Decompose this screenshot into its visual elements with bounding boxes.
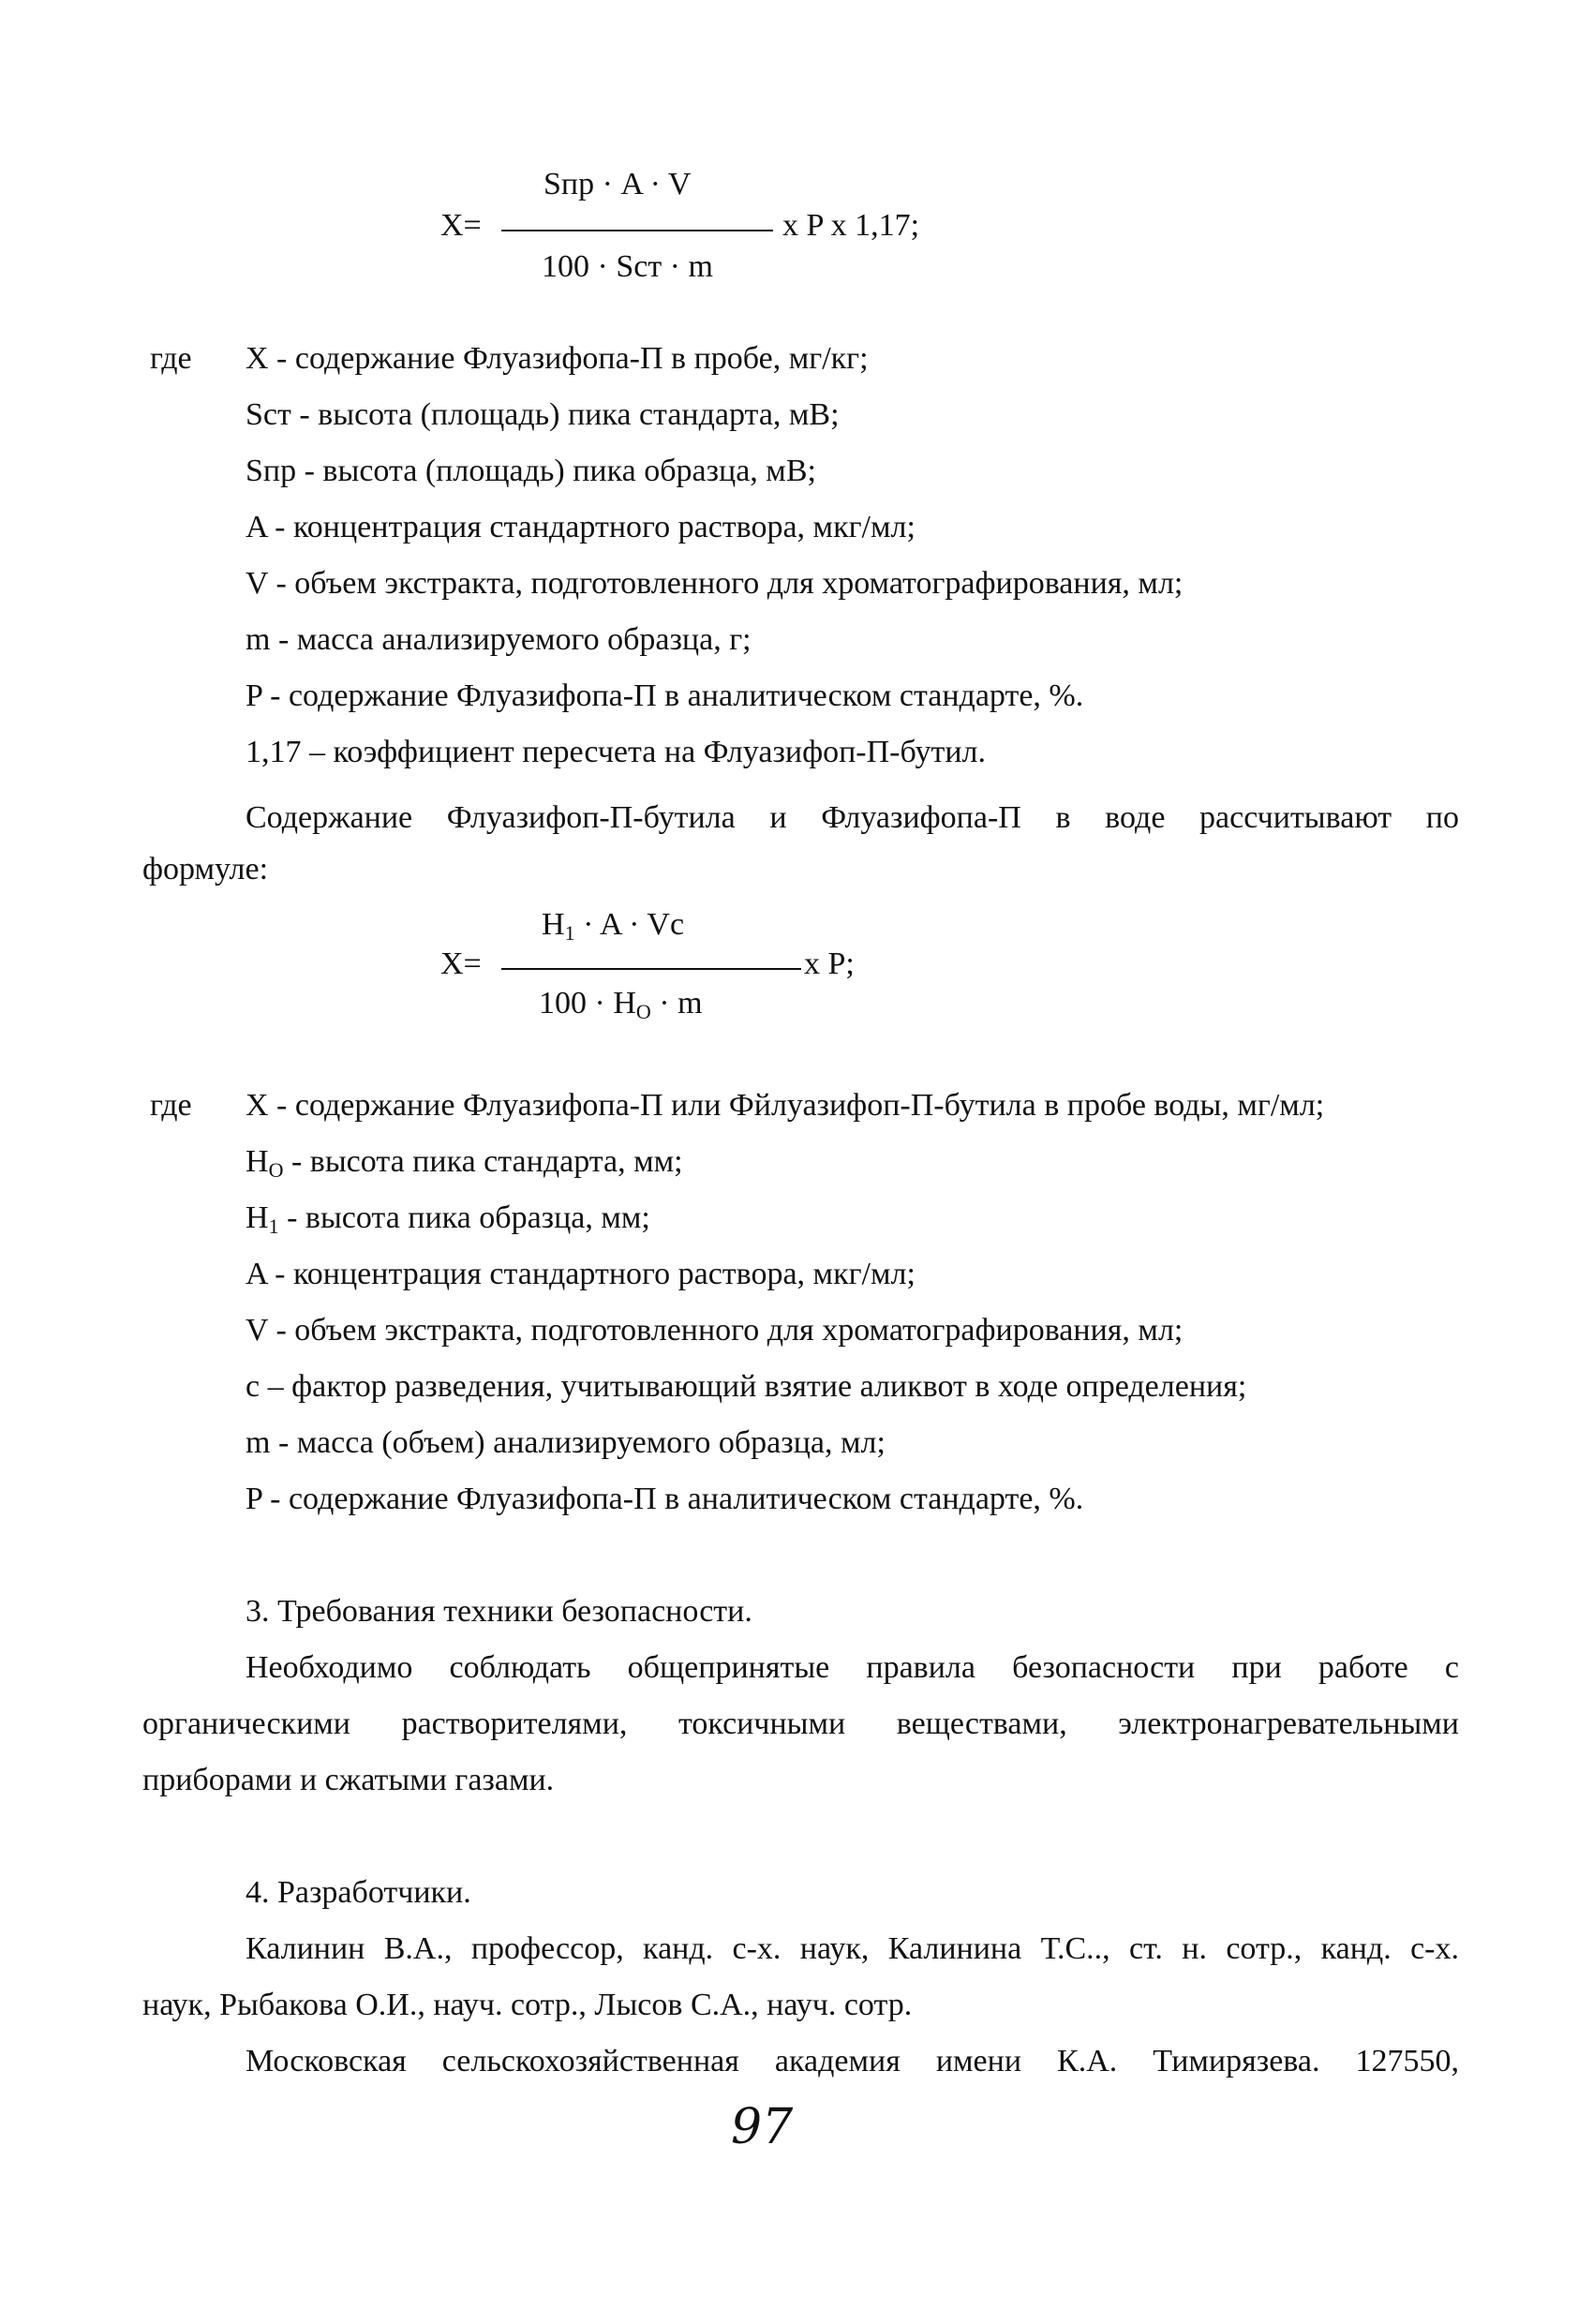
section-4-line-2: наук, Рыбакова О.И., науч. сотр., Лысов С.А., науч. сотр. (142, 1988, 913, 2022)
formula-2-numerator: $H_1 \cdot A \cdot Vc$ (542, 907, 685, 945)
definition-1-4: V - объем экстракта, подготовленного для хроматографирования, мл; (246, 566, 1184, 601)
formula-1-numerator: Sпр · A · V (543, 167, 692, 201)
section-4-heading: 4. Разработчики. (246, 1875, 471, 1910)
definition-1-7: 1,17 – коэффициент пересчета на Флуазифоп-П-бутил. (246, 735, 987, 769)
definition-1-6: P - содержание Флуазифопа-П в аналитическом стандарте, %. (246, 678, 1084, 713)
formula-1-denominator: 100 · Sст · m (542, 249, 713, 284)
page-number: 97 (731, 2099, 794, 2155)
definition-1-3: A - концентрация стандартного раствора, мкг/мл; (246, 510, 916, 544)
section-3-line-2: органическими растворителями, токсичными веществами, электронагревательными (142, 1706, 1459, 1741)
definition-2-5: c – фактор разведения, учитывающий взятие аликвот в ходе определения; (246, 1369, 1247, 1404)
formula-2-tail: x P; (804, 946, 855, 981)
formula-1-lhs: X= (440, 208, 482, 243)
where-label-1: где (150, 341, 192, 376)
definition-1-0: X - содержание Флуазифопа-П в пробе, мг/кг; (246, 341, 869, 376)
definition-2-0: X - содержание Флуазифопа-П или Фйлуазифоп-П-бутила в пробе воды, мг/мл; (246, 1088, 1325, 1123)
definition-2-2: $H_1$ - высота пика образца, мм; (246, 1200, 650, 1238)
definition-2-4: V - объем экстракта, подготовленного для хроматографирования, мл; (246, 1313, 1184, 1348)
section-3-line-3: приборами и сжатыми газами. (142, 1763, 555, 1797)
water-intro-line-1: Содержание Флуазифоп-П-бутила и Флуазифопа-П в воде рассчитывают по (246, 800, 1459, 835)
water-intro-line-2: формуле: (142, 852, 269, 886)
where-label-2: где (150, 1088, 192, 1123)
formula-2-fraction-bar (501, 968, 801, 970)
formula-2-denominator: $100 \cdot H_O \cdot m$ (539, 986, 703, 1023)
definition-1-5: m - масса анализируемого образца, г; (246, 622, 752, 657)
formula-1-tail: x P x 1,17; (782, 208, 920, 243)
definition-2-6: m - масса (объем) анализируемого образца, мл; (246, 1425, 886, 1460)
section-3-line-1: Необходимо соблюдать общепринятые правила безопасности при работе с (246, 1650, 1459, 1685)
definition-1-1: Sст - высота (площадь) пика стандарта, мВ; (246, 397, 840, 432)
definition-2-3: A - концентрация стандартного раствора, мкг/мл; (246, 1257, 916, 1291)
section-4-line-1: Калинин В.А., профессор, канд. с-х. наук, Калинина Т.С.., ст. н. сотр., канд. с-х. (246, 1931, 1459, 1966)
section-3-heading: 3. Требования техники безопасности. (246, 1594, 752, 1629)
section-4-line-3: Московская сельскохозяйственная академия имени К.А. Тимирязева. 127550, (246, 2044, 1459, 2078)
definition-2-1: $H_O$ - высота пика стандарта, мм; (246, 1144, 683, 1182)
definition-2-7: P - содержание Флуазифопа-П в аналитическом стандарте, %. (246, 1482, 1084, 1516)
definition-1-2: Sпр - высота (площадь) пика образца, мВ; (246, 454, 816, 488)
formula-2-lhs: X= (440, 946, 482, 981)
formula-1-fraction-bar (501, 230, 773, 231)
